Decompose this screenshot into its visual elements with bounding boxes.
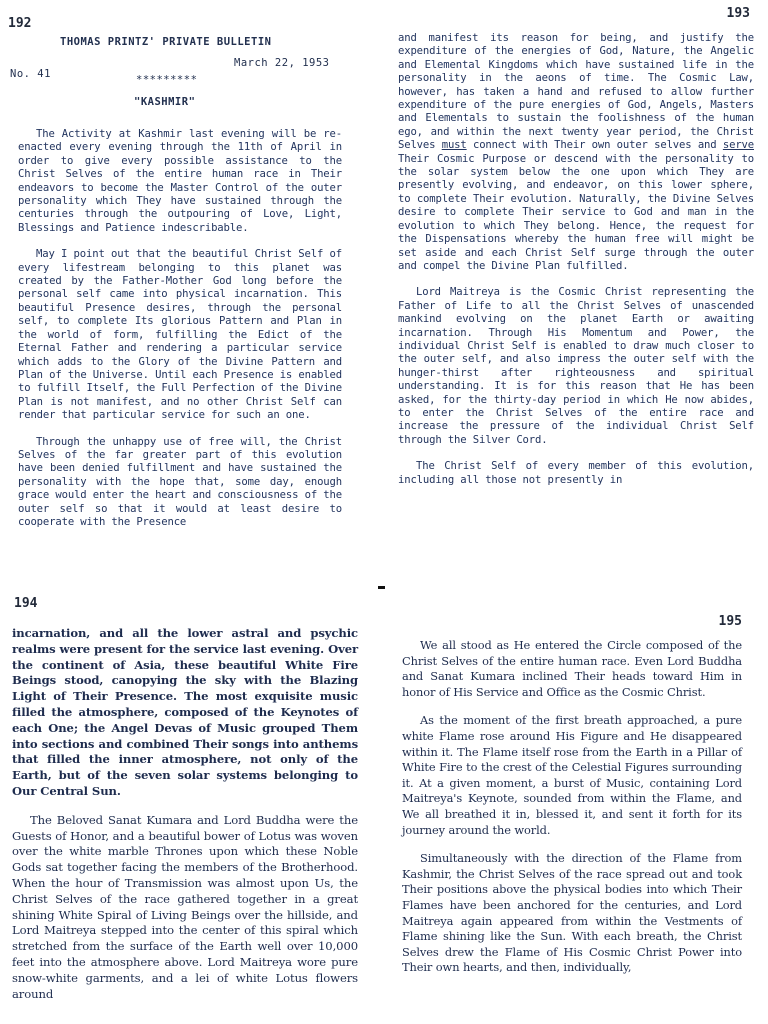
page-193 <box>384 0 768 580</box>
bulletin-title: THOMAS PRINTZ' PRIVATE BULLETIN <box>60 36 272 48</box>
issue-number: No. 41 <box>10 68 51 80</box>
page-number: 195 <box>718 614 742 629</box>
paragraph: The Beloved Sanat Kumara and Lord Buddha were the Guests of Honor, and a beautiful bower of Lotus was woven over the white marble Thrones upon which these Noble Gods sat together facing the members of the Brotherhood. When the hour of Transmission was almost upon Us, the Christ Selves of the race gathered together in a great shining White Spiral of Living Beings over the hillside, and Lord Maitreya stepped into the center of this spiral which stretched from the surface of the Earth well over 10,000 feet into the atmosphere above. Lord Maitreya wore pure snow-white garments, and a lei of white Lotus flowers around <box>12 812 358 1001</box>
page-195 <box>384 588 768 1024</box>
paragraph: incarnation, and all the lower astral and psychic realms were present for the service last evening. Over the continent of Asia, these beautiful White Fire Beings stood, canopying the sky with the Blazing Light of Their Presence. The most exquisite music filled the atmosphere, composed of the Keynotes of each One; the Angel Devas of Music grouped Them into sections and combined Their songs into anthems that filled the inner atmosphere, not only of the Earth, but of the seven solar systems belonging to Our Central Sun. <box>12 626 358 798</box>
page-192 <box>0 0 376 580</box>
body-text <box>18 128 342 529</box>
paragraph: We all stood as He entered the Circle composed of the Christ Selves of the entire human race. Even Lord Buddha and Sanat Kumara inclined Their heads toward Him in honor of His Service and Office as the Cosmic Christ. <box>402 638 742 699</box>
paragraph: and manifest its reason for being, and justify the expenditure of the energies of God, Nature, the Angelic and Elemental Kingdoms which have sustained life in the personality in the aeons of time. The Cosmic Law, however, has taken a hand and refused to allow further expenditure of the pure energies of God, Angels, Masters and Elementals to sustain the foolishness of the human ego, and within the next twenty year period, the Christ Selves must connect with Their own outer selves and serve Their Cosmic Purpose or descend with the personality to the solar system below the one upon which They are presently evolving, and endeavor, on this lower sphere, to complete Their evolution. Naturally, the Divine Selves desire to complete Their service to God and man in the evolution to which They belong. Hence, the request for the Dispensations whereby the human free will might be set aside and each Christ Self surge through the outer and compel the Divine Plan fulfilled. <box>398 32 754 272</box>
emphasis-must: must <box>441 139 467 152</box>
paragraph: The Activity at Kashmir last evening will be re-enacted every evening through the 11th of April in order to give every possible assistance to the Christ Selves of the entire human race in Their endeavors to become the Master Control of the outer personality which They have sustained through the centuries through the outpouring of Love, Light, Blessings and Patience indescribable. <box>18 128 342 234</box>
body-text <box>12 626 358 1002</box>
separator-line: ********* <box>136 74 198 86</box>
bulletin-date: March 22, 1953 <box>234 57 330 69</box>
emphasis-serve: serve <box>722 139 754 152</box>
bulletin-subject: "KASHMIR" <box>134 96 196 108</box>
paragraph: Simultaneously with the direction of the Flame from Kashmir, the Christ Selves of the race spread out and took Their positions above the physical bodies into which Their Flames have been anchored for the centuries, and Lord Maitreya again appeared from within the Vestments of Flame shining like the Sun. With each breath, the Christ Selves drew the Flame of His Cosmic Christ Power into Their own hearts, and then, individually, <box>402 851 742 975</box>
page-number: 194 <box>14 596 38 611</box>
page-number: 192 <box>8 16 32 31</box>
paragraph: Lord Maitreya is the Cosmic Christ representing the Father of Life to all the Christ Selves of unascended mankind evolving on the planet Earth or awaiting incarnation. Through His Momentum and Power, the individual Christ Self is enabled to draw much closer to the outer self, and also impress the outer self with the hunger-thirst after righteousness and spiritual understanding. It is for this reason that He has been asked, for the thirty-day period in which He now abides, to enter the Christ Selves of the entire race and increase the pressure of the individual Christ Self through the Silver Cord. <box>398 286 754 446</box>
paragraph: Through the unhappy use of free will, the Christ Selves of the far greater part of this evolution have been denied fulfillment and have sustained the personality with the hope that, some day, enough grace would enter the heart and consciousness of the outer self so that it would at least desire to cooperate with the Presence <box>18 435 342 528</box>
paragraph: May I point out that the beautiful Christ Self of every lifestream belonging to this planet was created by the Father-Mother God long before the personal self came into physical incarnation. This beautiful Presence desires, through the personal self, to complete Its glorious Pattern and Plan in the world of form, fulfilling the Edict of the Eternal Father and rendering a particular service which adds to the Glory of the Divine Pattern and Plan of the Universe. Until each Presence is enabled to fulfill Itself, the Full Perfection of the Divine Plan is not manifest, and no other Christ Self can render that particular service for such an one. <box>18 248 342 422</box>
page-number: 193 <box>726 6 750 21</box>
paragraph: The Christ Self of every member of this evolution, including all those not presently in <box>398 460 754 486</box>
paragraph: As the moment of the first breath approached, a pure white Flame rose around His Figure and He disappeared within it. The Flame itself rose from the Earth in a Pillar of White Fire to the crest of the Celestial Figures surrounding it. At a given moment, a burst of Music, containing Lord Maitreya's Keynote, sounded from within the Flame, and We all breathed it in, blessed it, and sent it forth for its journey around the world. <box>402 713 742 837</box>
page-194 <box>0 588 376 1024</box>
body-text <box>398 32 754 487</box>
body-text <box>402 638 742 976</box>
